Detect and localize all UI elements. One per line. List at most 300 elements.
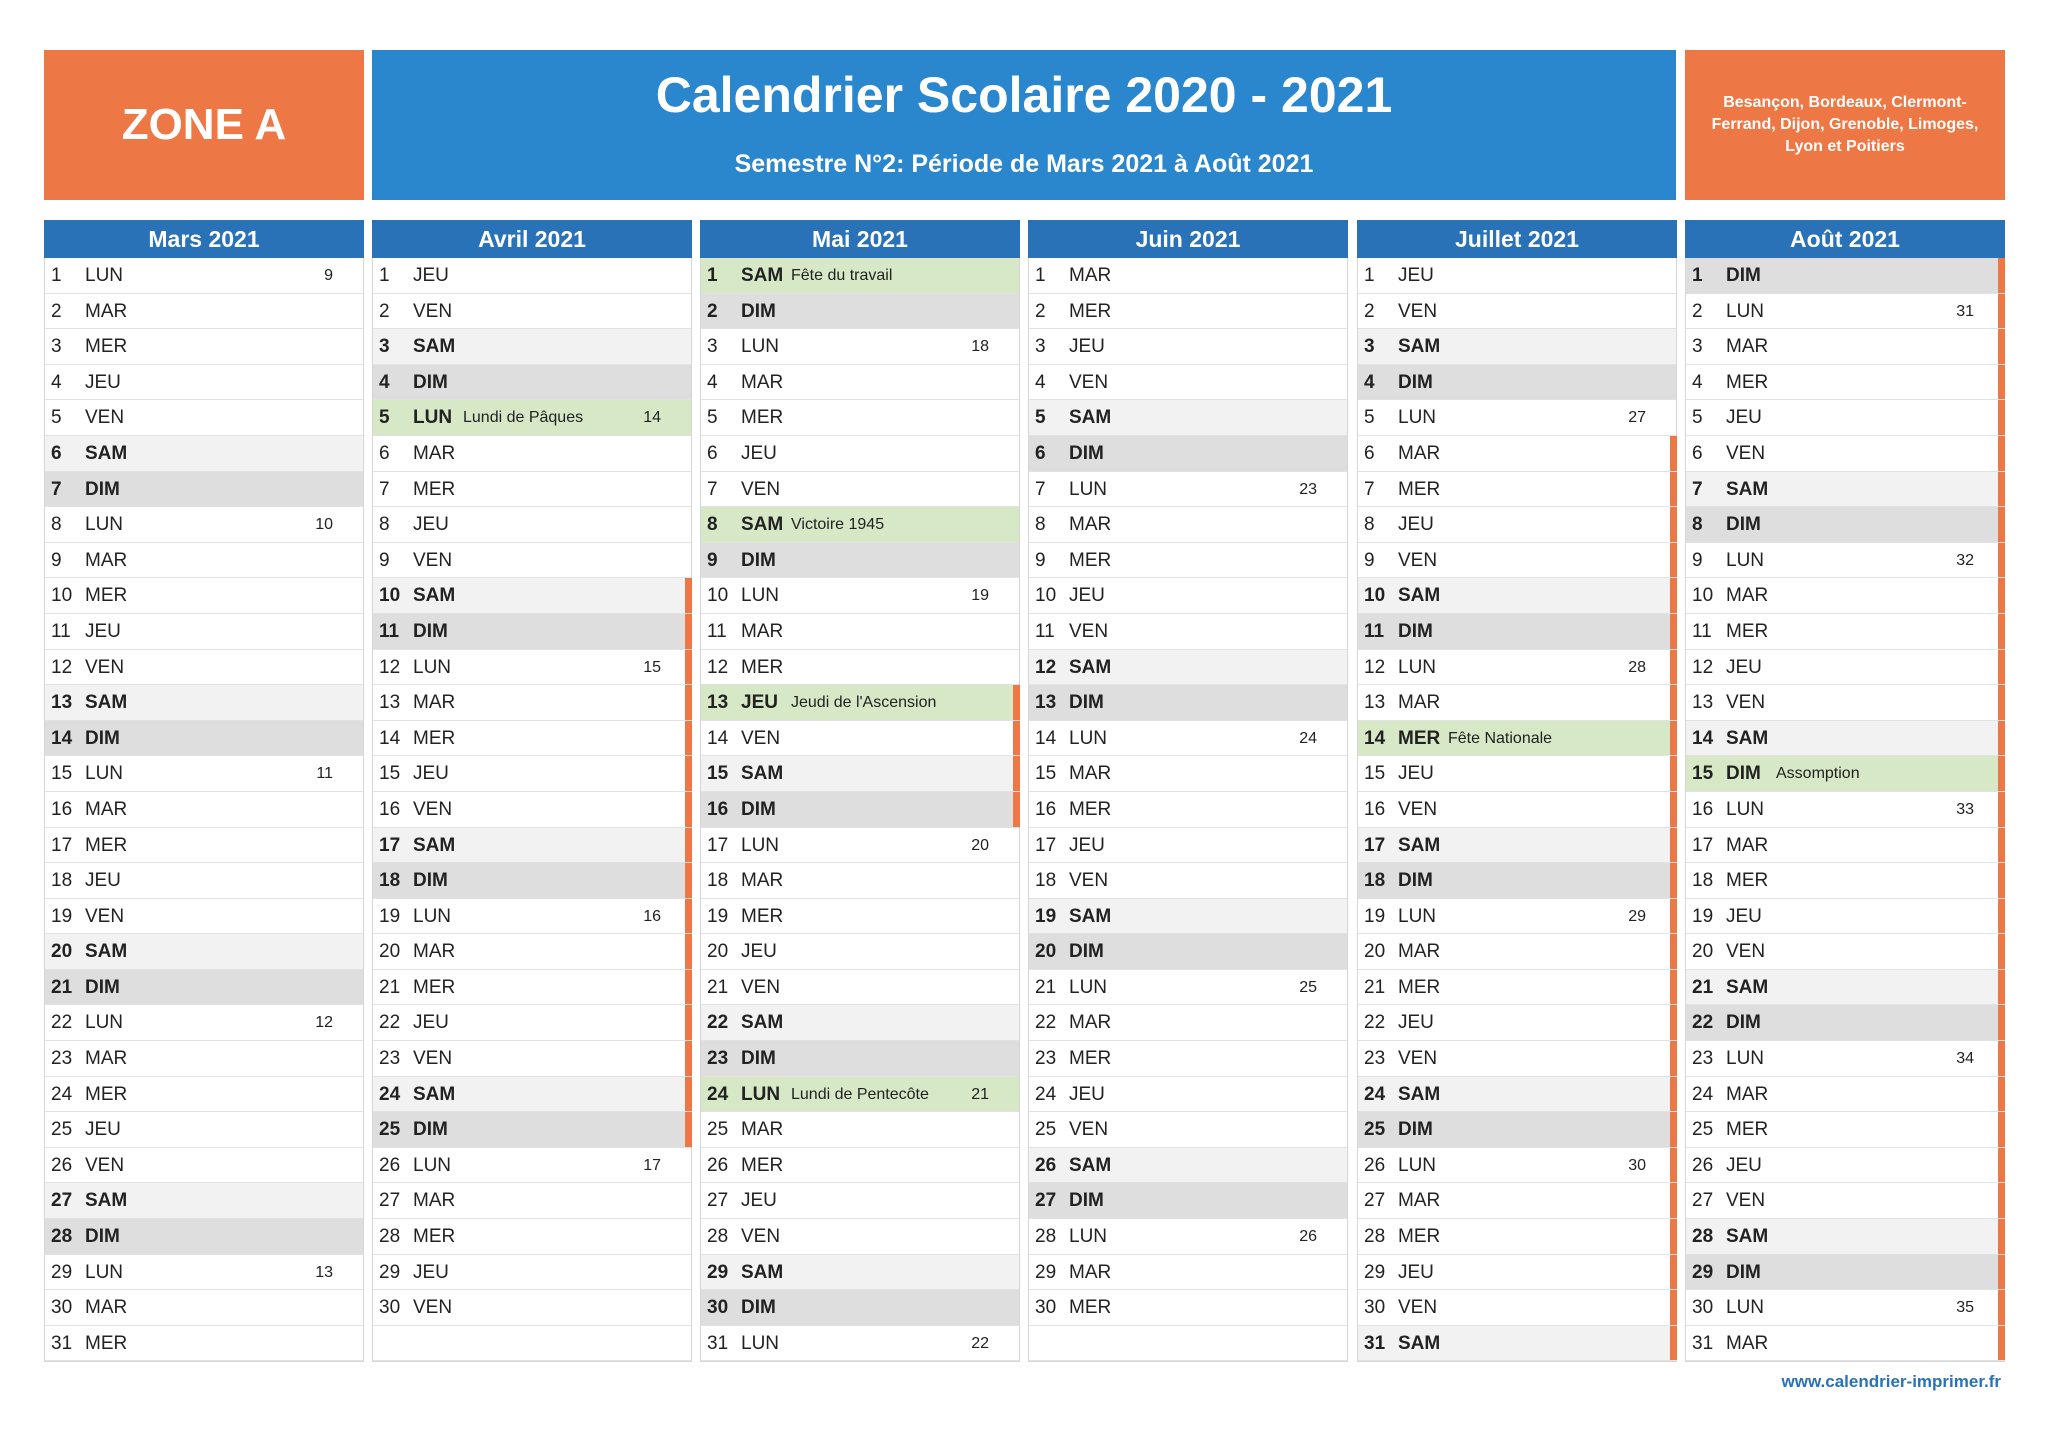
- day-row: [1358, 1219, 1676, 1255]
- day-row: [701, 294, 1019, 330]
- holiday-label: Fête du travail: [791, 267, 893, 284]
- cities-label: Besançon, Bordeaux, Clermont-Ferrand, Dijon, Grenoble, Limoges, Lyon et Poitiers: [1711, 94, 1979, 155]
- day-name: SAM: [1726, 478, 1769, 500]
- day-row: [373, 258, 691, 294]
- day-number: 22: [1364, 1012, 1386, 1034]
- day-name: JEU: [1726, 407, 1762, 429]
- day-number: 5: [1364, 407, 1375, 429]
- day-row: [1686, 863, 2004, 899]
- day-row: [373, 1183, 691, 1219]
- day-row: [45, 1326, 363, 1362]
- day-name: SAM: [1069, 407, 1112, 429]
- day-row: [1358, 792, 1676, 828]
- day-name: LUN: [85, 265, 124, 286]
- day-name: JEU: [1069, 834, 1105, 856]
- day-name: VEN: [1398, 798, 1438, 820]
- day-number: 19: [1035, 905, 1057, 927]
- day-row: [1358, 578, 1676, 614]
- day-row: [701, 1077, 1019, 1113]
- day-row: [1686, 685, 2004, 721]
- day-row: [1686, 472, 2004, 508]
- day-name: MER: [1069, 798, 1112, 820]
- day-number: 9: [1035, 549, 1046, 571]
- day-name: MAR: [1726, 834, 1769, 856]
- day-number: 23: [1035, 1048, 1057, 1070]
- month-header: Juillet 2021: [1357, 220, 1677, 258]
- day-name: MER: [1398, 1226, 1441, 1248]
- day-name: MAR: [741, 620, 784, 642]
- day-name: VEN: [1069, 371, 1109, 393]
- day-number: 29: [1364, 1261, 1386, 1283]
- day-name: VEN: [85, 1154, 125, 1176]
- day-row: [1029, 1041, 1347, 1077]
- day-number: 25: [51, 1119, 73, 1141]
- day-name: SAM: [85, 1190, 128, 1212]
- day-name: MAR: [413, 442, 456, 464]
- month-header: Mars 2021: [44, 220, 364, 258]
- day-row: [373, 1041, 691, 1077]
- day-number: 5: [379, 407, 390, 429]
- holiday-label: Assomption: [1776, 765, 1860, 783]
- day-name: LUN: [413, 905, 452, 927]
- day-row: [373, 1005, 691, 1041]
- day-name: MAR: [413, 692, 456, 714]
- day-number: 17: [1364, 834, 1386, 856]
- week-number: 18: [971, 338, 989, 356]
- week-number: 11: [316, 765, 333, 783]
- day-row: [1029, 721, 1347, 757]
- day-number: 3: [1692, 336, 1703, 358]
- day-row: [1686, 1041, 2004, 1077]
- month-days: [44, 258, 364, 1362]
- day-name: MAR: [741, 371, 784, 393]
- day-row: [1029, 472, 1347, 508]
- day-row: [1358, 1183, 1676, 1219]
- day-row: [1358, 756, 1676, 792]
- day-number: 14: [1364, 727, 1386, 749]
- week-number: 33: [1956, 800, 1974, 818]
- day-row: [1029, 614, 1347, 650]
- day-name: VEN: [413, 549, 453, 571]
- day-row: [701, 614, 1019, 650]
- day-row: [1358, 1005, 1676, 1041]
- week-number: 17: [643, 1156, 661, 1174]
- day-number: 19: [1364, 905, 1386, 927]
- day-name: LUN: [1069, 1226, 1108, 1248]
- day-number: 18: [1364, 870, 1386, 892]
- day-name: VEN: [1398, 300, 1438, 322]
- day-number: 5: [707, 407, 718, 429]
- day-number: 30: [379, 1297, 401, 1319]
- day-number: 7: [51, 478, 62, 500]
- day-name: DIM: [1726, 514, 1761, 536]
- day-name: SAM: [1398, 336, 1441, 358]
- day-number: 19: [1692, 905, 1714, 927]
- page-subtitle: Semestre N°2: Période de Mars 2021 à Août 2021: [734, 150, 1314, 178]
- day-row: [373, 365, 691, 401]
- day-number: 15: [1364, 763, 1386, 785]
- holiday-label: Victoire 1945: [791, 516, 885, 534]
- day-number: 13: [1692, 692, 1714, 714]
- day-row: [373, 507, 691, 543]
- day-number: 25: [1035, 1119, 1057, 1141]
- day-number: 21: [1692, 976, 1714, 998]
- day-name: VEN: [85, 905, 125, 927]
- day-name: MER: [741, 905, 784, 927]
- week-number: 20: [971, 836, 989, 854]
- day-number: 19: [707, 905, 729, 927]
- day-name: MER: [1398, 976, 1441, 998]
- day-name: MAR: [741, 870, 784, 892]
- day-row: [701, 365, 1019, 401]
- day-number: 16: [379, 798, 401, 820]
- empty-row: [1029, 1326, 1347, 1362]
- day-name: MAR: [85, 300, 128, 322]
- day-name: DIM: [1726, 1261, 1761, 1283]
- day-row: [373, 436, 691, 472]
- day-row: [1358, 721, 1676, 757]
- day-row: [45, 756, 363, 792]
- day-number: 16: [51, 798, 73, 820]
- day-row: [701, 1219, 1019, 1255]
- day-row: [1358, 329, 1676, 365]
- day-row: [1686, 828, 2004, 864]
- day-name: JEU: [413, 1012, 449, 1034]
- day-name: MAR: [85, 1297, 128, 1319]
- day-name: MAR: [1069, 1261, 1112, 1283]
- day-row: [701, 1255, 1019, 1291]
- week-number: 26: [1299, 1228, 1317, 1246]
- day-number: 28: [1364, 1226, 1386, 1248]
- day-row: [373, 1219, 691, 1255]
- day-number: 26: [1035, 1154, 1057, 1176]
- day-row: [1029, 1148, 1347, 1184]
- page-title: Calendrier Scolaire 2020 - 2021: [655, 67, 1393, 123]
- day-row: [373, 685, 691, 721]
- day-name: DIM: [1398, 1119, 1433, 1141]
- day-name: VEN: [741, 478, 781, 500]
- month-header: Août 2021: [1685, 220, 2005, 258]
- day-number: 31: [707, 1332, 729, 1354]
- day-name: LUN: [413, 407, 453, 429]
- footer-url: www.calendrier-imprimer.fr: [1781, 1372, 2001, 1391]
- day-number: 11: [1364, 620, 1385, 642]
- day-row: [1358, 507, 1676, 543]
- day-number: 28: [707, 1226, 729, 1248]
- day-name: VEN: [85, 656, 125, 678]
- day-row: [373, 650, 691, 686]
- day-name: MAR: [413, 1190, 456, 1212]
- day-row: [1686, 614, 2004, 650]
- day-row: [373, 1148, 691, 1184]
- day-name: JEU: [1069, 336, 1105, 358]
- holiday-label: Fête Nationale: [1448, 729, 1553, 747]
- day-row: [1686, 400, 2004, 436]
- day-row: [1686, 436, 2004, 472]
- day-name: DIM: [1069, 1190, 1104, 1212]
- day-row: [1029, 1077, 1347, 1113]
- day-row: [1686, 543, 2004, 579]
- day-number: 2: [51, 300, 62, 322]
- day-number: 27: [1364, 1190, 1386, 1212]
- day-number: 22: [51, 1012, 73, 1034]
- day-number: 17: [1692, 834, 1714, 856]
- day-number: 31: [1364, 1332, 1386, 1354]
- day-name: LUN: [741, 1083, 781, 1105]
- day-row: [373, 543, 691, 579]
- day-name: LUN: [1726, 549, 1765, 571]
- day-name: SAM: [1069, 656, 1112, 678]
- day-name: VEN: [741, 976, 781, 998]
- day-number: 6: [379, 442, 390, 464]
- day-number: 12: [379, 656, 401, 678]
- day-number: 5: [51, 407, 62, 429]
- day-name: MER: [1069, 300, 1112, 322]
- day-row: [701, 1290, 1019, 1326]
- day-number: 8: [1364, 514, 1375, 536]
- day-number: 20: [1692, 941, 1714, 963]
- day-name: MAR: [1398, 692, 1441, 714]
- day-row: [1358, 258, 1676, 294]
- day-name: MER: [413, 1226, 456, 1248]
- day-name: VEN: [413, 1297, 453, 1319]
- day-name: LUN: [85, 1012, 124, 1034]
- day-number: 20: [379, 941, 401, 963]
- day-number: 10: [1035, 585, 1057, 607]
- day-number: 20: [1364, 941, 1386, 963]
- header-banner: [372, 50, 1676, 200]
- day-name: JEU: [1398, 265, 1434, 286]
- day-row: [373, 970, 691, 1006]
- day-number: 11: [1035, 620, 1055, 642]
- day-number: 31: [51, 1332, 73, 1354]
- day-row: [373, 329, 691, 365]
- day-number: 4: [1364, 371, 1375, 393]
- day-number: 29: [379, 1261, 401, 1283]
- day-name: SAM: [413, 336, 456, 358]
- day-name: DIM: [1398, 620, 1433, 642]
- day-number: 7: [707, 478, 718, 500]
- day-number: 21: [1035, 976, 1057, 998]
- day-number: 4: [1692, 371, 1703, 393]
- day-row: [45, 1005, 363, 1041]
- week-number: 25: [1299, 978, 1317, 996]
- day-row: [1029, 863, 1347, 899]
- day-row: [701, 436, 1019, 472]
- day-number: 8: [379, 514, 390, 536]
- day-name: MAR: [1069, 763, 1112, 785]
- day-name: MER: [85, 1332, 128, 1354]
- day-name: VEN: [1726, 1190, 1766, 1212]
- day-number: 4: [707, 371, 718, 393]
- day-name: JEU: [1398, 1261, 1434, 1283]
- day-row: [701, 1326, 1019, 1362]
- day-row: [45, 507, 363, 543]
- day-name: VEN: [1069, 620, 1109, 642]
- day-row: [1029, 258, 1347, 294]
- zone-label: ZONE A: [121, 100, 287, 149]
- day-row: [1358, 1077, 1676, 1113]
- week-number: 10: [315, 516, 333, 534]
- day-number: 13: [1364, 692, 1386, 714]
- day-name: MER: [1398, 478, 1441, 500]
- day-name: VEN: [1398, 549, 1438, 571]
- day-name: SAM: [1726, 727, 1769, 749]
- day-row: [45, 1183, 363, 1219]
- day-number: 26: [1692, 1154, 1714, 1176]
- day-row: [701, 1148, 1019, 1184]
- day-row: [1029, 685, 1347, 721]
- day-number: 9: [379, 549, 390, 571]
- day-number: 12: [51, 656, 73, 678]
- day-name: LUN: [413, 1154, 452, 1176]
- day-name: DIM: [741, 798, 776, 820]
- day-name: LUN: [741, 834, 780, 856]
- day-number: 6: [1692, 442, 1703, 464]
- day-number: 14: [1692, 727, 1714, 749]
- day-name: SAM: [1398, 1332, 1441, 1354]
- day-row: [1686, 365, 2004, 401]
- day-row: [45, 1041, 363, 1077]
- day-row: [373, 756, 691, 792]
- day-number: 4: [379, 371, 390, 393]
- day-number: 9: [1364, 549, 1375, 571]
- day-number: 27: [1692, 1190, 1714, 1212]
- week-number: 9: [324, 267, 333, 284]
- day-number: 13: [707, 692, 729, 714]
- day-name: DIM: [1398, 870, 1433, 892]
- day-row: [1358, 614, 1676, 650]
- day-number: 22: [1692, 1012, 1714, 1034]
- day-number: 26: [379, 1154, 401, 1176]
- day-name: JEU: [85, 620, 121, 642]
- day-row: [701, 258, 1019, 294]
- day-row: [373, 721, 691, 757]
- day-number: 3: [379, 336, 390, 358]
- day-name: SAM: [741, 1012, 784, 1034]
- day-number: 13: [1035, 692, 1057, 714]
- day-name: MAR: [1069, 514, 1112, 536]
- day-name: JEU: [1398, 514, 1434, 536]
- day-number: 24: [1035, 1083, 1057, 1105]
- day-row: [1358, 400, 1676, 436]
- day-number: 7: [379, 478, 390, 500]
- day-number: 16: [707, 798, 729, 820]
- day-number: 22: [1035, 1012, 1057, 1034]
- day-name: JEU: [1726, 656, 1762, 678]
- day-name: JEU: [413, 265, 449, 286]
- day-name: VEN: [413, 300, 453, 322]
- day-number: 30: [1692, 1297, 1714, 1319]
- day-row: [701, 1005, 1019, 1041]
- day-row: [45, 721, 363, 757]
- day-row: [701, 1112, 1019, 1148]
- day-number: 1: [707, 265, 718, 286]
- day-row: [373, 828, 691, 864]
- day-name: LUN: [1069, 478, 1108, 500]
- day-name: LUN: [1069, 976, 1108, 998]
- month-header: Avril 2021: [372, 220, 692, 258]
- day-name: MER: [741, 1154, 784, 1176]
- day-number: 17: [707, 834, 729, 856]
- day-name: SAM: [1726, 976, 1769, 998]
- week-number: 12: [315, 1014, 333, 1032]
- day-row: [1358, 1041, 1676, 1077]
- day-number: 17: [1035, 834, 1057, 856]
- day-name: MAR: [85, 798, 128, 820]
- day-name: MAR: [1726, 336, 1769, 358]
- month-column: [1028, 220, 1348, 1362]
- day-row: [1686, 1112, 2004, 1148]
- day-number: 10: [1364, 585, 1386, 607]
- day-number: 26: [51, 1154, 73, 1176]
- day-name: SAM: [1398, 585, 1441, 607]
- day-row: [701, 685, 1019, 721]
- day-number: 27: [51, 1190, 73, 1212]
- day-row: [45, 329, 363, 365]
- day-number: 10: [379, 585, 401, 607]
- day-number: 3: [51, 336, 62, 358]
- day-row: [701, 899, 1019, 935]
- day-number: 10: [707, 585, 729, 607]
- day-name: JEU: [741, 941, 777, 963]
- month-header: Juin 2021: [1028, 220, 1348, 258]
- month-column: [1685, 220, 2005, 1362]
- day-name: LUN: [85, 763, 124, 785]
- zone-badge: [44, 50, 364, 200]
- day-row: [373, 400, 691, 436]
- day-number: 28: [51, 1226, 73, 1248]
- day-name: LUN: [1398, 1154, 1437, 1176]
- day-row: [1686, 650, 2004, 686]
- day-name: MAR: [1726, 1332, 1769, 1354]
- day-name: SAM: [1726, 1226, 1769, 1248]
- day-name: JEU: [1726, 1154, 1762, 1176]
- day-number: 15: [1035, 763, 1057, 785]
- week-number: 32: [1956, 551, 1974, 569]
- day-name: DIM: [1069, 692, 1104, 714]
- day-name: MAR: [1069, 265, 1112, 286]
- day-name: JEU: [413, 514, 449, 536]
- day-row: [701, 543, 1019, 579]
- day-number: 5: [1692, 407, 1703, 429]
- day-row: [45, 828, 363, 864]
- day-row: [1686, 1005, 2004, 1041]
- day-row: [373, 934, 691, 970]
- day-number: 11: [707, 620, 727, 642]
- day-number: 3: [1364, 336, 1375, 358]
- day-row: [1029, 828, 1347, 864]
- day-name: LUN: [1069, 727, 1108, 749]
- day-number: 3: [1035, 336, 1046, 358]
- day-row: [1029, 650, 1347, 686]
- day-number: 27: [707, 1190, 729, 1212]
- day-row: [701, 650, 1019, 686]
- day-number: 11: [51, 620, 71, 642]
- day-row: [1686, 1290, 2004, 1326]
- day-name: MAR: [1398, 1190, 1441, 1212]
- day-number: 28: [379, 1226, 401, 1248]
- day-number: 10: [1692, 585, 1714, 607]
- day-row: [45, 792, 363, 828]
- day-number: 26: [707, 1154, 729, 1176]
- day-number: 15: [51, 763, 73, 785]
- day-number: 20: [51, 941, 73, 963]
- day-row: [45, 578, 363, 614]
- day-name: LUN: [413, 656, 452, 678]
- day-row: [1358, 436, 1676, 472]
- day-name: MER: [1726, 371, 1769, 393]
